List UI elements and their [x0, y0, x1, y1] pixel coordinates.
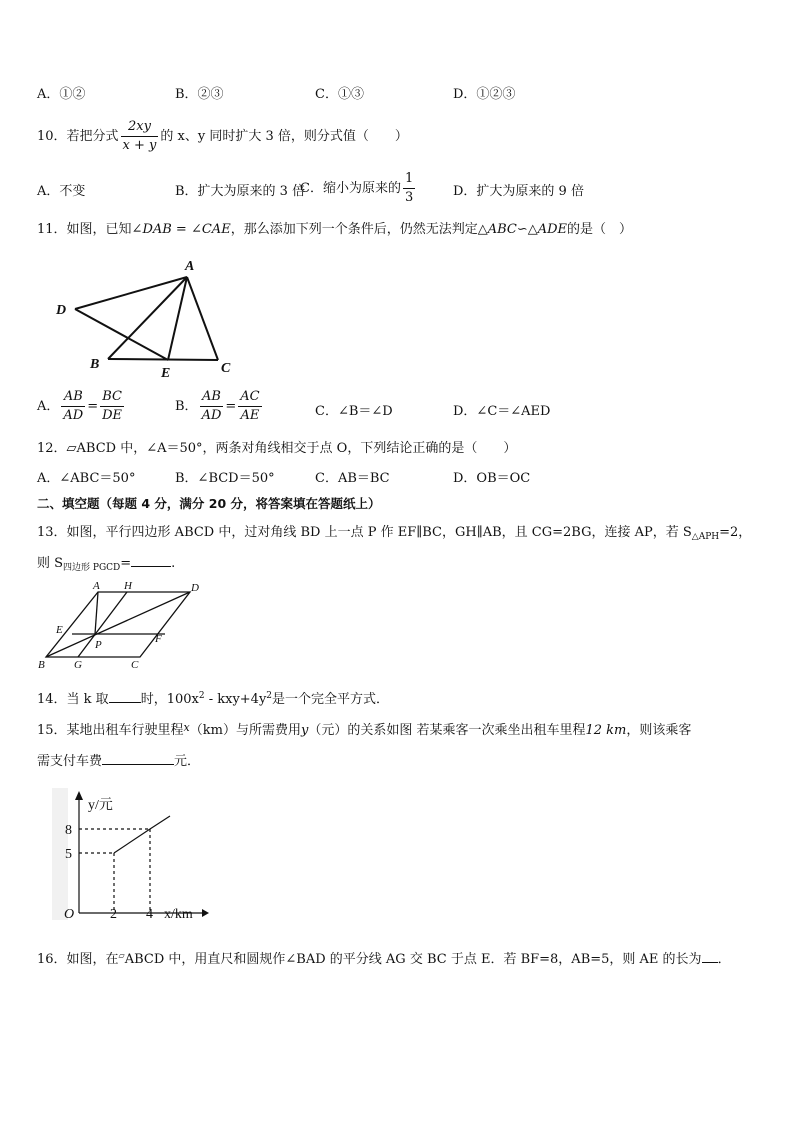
- q11-suffix: 的是（ ）: [567, 222, 633, 237]
- q15-distance: 12 km: [585, 723, 627, 738]
- q15-y-axis-arrow: [75, 791, 83, 800]
- q13-answer-blank: [131, 554, 171, 567]
- q14-middle2: - kxy+4y: [204, 692, 267, 707]
- q12-option-a: A．∠ABC＝50°: [37, 471, 136, 486]
- q13-line2-prefix: 则 S: [37, 556, 64, 571]
- q11-option-a-frac2: [100, 388, 124, 425]
- q13-line2-suffix: =: [120, 556, 132, 571]
- q15-origin: O: [64, 907, 75, 922]
- q11-prefix: 11．如图，已知: [37, 222, 132, 237]
- q11-segment-ae: [168, 277, 187, 360]
- q10-option-c-prefix: C．缩小为原来的: [300, 181, 401, 196]
- q11-option-a-den2: DE: [102, 408, 123, 423]
- q11-option-d: D．∠C＝∠AED: [453, 404, 551, 419]
- q16-parallelogram-symbol: ▱: [118, 951, 125, 960]
- q11-option-a: [37, 388, 126, 425]
- q9-option-a: A．①②: [37, 87, 86, 102]
- q13-line2-sub: 四边形 PGCD: [63, 563, 121, 573]
- q11-segment-de: [75, 309, 168, 360]
- q14-sup2: 2: [266, 691, 273, 701]
- q11-option-b-num2: AC: [238, 388, 261, 407]
- q13-label-c: C: [131, 659, 139, 670]
- q11-middle: ，那么添加下列一个条件后，仍然无法判定: [230, 222, 478, 237]
- q10-option-c: [300, 170, 417, 207]
- q9-option-c: C．①③: [315, 87, 364, 102]
- q15-fare-line: [114, 816, 170, 853]
- q11-option-a-num1: AB: [61, 388, 85, 407]
- q13-label-b: B: [38, 659, 45, 670]
- q16-middle: ABCD 中，用直尺和圆规作∠BAD 的平分线 AG 交 BC 于点 E．若 BF=8，AB=5，则 AE 的长为: [124, 952, 702, 967]
- q13-label-h: H: [124, 580, 132, 592]
- q11-option-a-den1: AD: [63, 408, 84, 423]
- q10-frac-num: 2xy: [121, 118, 159, 137]
- q11-label-b: B: [90, 357, 100, 372]
- q11-option-b-num1: AB: [200, 388, 224, 407]
- q10-option-c-den: 3: [404, 190, 414, 205]
- q13-segment-ap: [95, 592, 98, 634]
- q14-middle: 时，100x: [140, 692, 199, 707]
- q15-var-x: x: [183, 721, 190, 734]
- q9-option-d: D．①②③: [453, 87, 516, 102]
- q9-option-b: B．②③: [175, 87, 224, 102]
- q11-label-c: C: [221, 361, 231, 376]
- q11-stem: [37, 218, 632, 237]
- q16-stem: [37, 948, 731, 967]
- q16-suffix: ．: [717, 952, 731, 967]
- q11-condition: ∠DAB = ∠CAE: [131, 222, 231, 237]
- q11-similar: △ABC∽△ADE: [477, 222, 568, 237]
- q13-line1: [37, 521, 751, 542]
- q15-line2: [37, 750, 200, 769]
- q14-suffix: 是一个完全平方式．: [272, 692, 390, 707]
- q13-label-f: F: [155, 633, 162, 645]
- q10-fraction: [121, 118, 159, 155]
- q11-option-c: C．∠B＝∠D: [315, 404, 393, 419]
- q14-prefix: 14．当 k 取: [37, 692, 109, 707]
- q16-prefix: 16．如图，在: [37, 952, 119, 967]
- q12-stem: 12．▱ABCD 中，∠A＝50°，两条对角线相交于点 O，下列结论正确的是（ ）: [37, 441, 517, 456]
- q15-suffix: ，则该乘客: [626, 723, 692, 738]
- q15-line1: [37, 719, 691, 738]
- q15-x-label: x/km: [164, 907, 193, 922]
- q11-option-b-equals: =: [225, 399, 237, 414]
- q11-option-b: [175, 388, 264, 425]
- q10-option-c-fraction: [403, 170, 415, 207]
- q13-line1-sub: △APH: [691, 532, 720, 542]
- q10-option-c-num: 1: [403, 170, 415, 189]
- q10-option-a: A．不变: [37, 184, 86, 199]
- q11-option-a-frac1: [61, 388, 85, 425]
- q11-option-b-frac1: [200, 388, 224, 425]
- q13-segment-hg: [78, 592, 127, 657]
- q15-middle: 与所需费用: [235, 723, 301, 738]
- q10-prefix: 10．若把分式: [37, 129, 119, 144]
- q13-label-e: E: [56, 624, 63, 636]
- q11-label-a: A: [185, 259, 195, 274]
- q14-sup1: 2: [198, 691, 205, 701]
- q13-diagonal-bd: [46, 592, 190, 657]
- q11-triangle-figure: [50, 252, 250, 382]
- q15-y-tick-5: 5: [65, 847, 72, 862]
- q15-x-axis-arrow: [202, 909, 209, 917]
- q10-option-d: D．扩大为原来的 9 倍: [453, 184, 584, 199]
- q11-label-e: E: [161, 366, 171, 381]
- q10-option-b: B．扩大为原来的 3 倍: [175, 184, 306, 199]
- q11-label-d: D: [56, 303, 67, 318]
- q12-option-c: C．AB＝BC: [315, 471, 390, 486]
- q13-line1-end: =2，: [719, 525, 752, 540]
- q12-option-b: B．∠BCD＝50°: [175, 471, 275, 486]
- section-2-heading: 二、填空题（每题 4 分，满分 20 分，将答案填在答题纸上）: [37, 496, 381, 511]
- q10-suffix: 的 x、y 同时扩大 3 倍，则分式值（ ）: [160, 129, 408, 144]
- q11-option-a-equals: =: [87, 399, 99, 414]
- q11-option-a-num2: BC: [100, 388, 124, 407]
- q13-line2-end: .: [171, 556, 176, 571]
- q14-answer-blank: [109, 690, 141, 703]
- q11-option-b-den1: AD: [201, 408, 222, 423]
- q11-option-b-den2: AE: [240, 408, 260, 423]
- q15-y-label: y/元: [88, 798, 113, 813]
- q15-var-y: y: [301, 723, 309, 738]
- q13-label-d: D: [191, 582, 199, 594]
- q10-frac-den: x + y: [122, 138, 157, 153]
- q15-unit-km: （km）: [189, 723, 236, 738]
- q13-label-g: G: [74, 659, 82, 670]
- q13-line1-text: 13．如图，平行四边形 ABCD 中，过对角线 BD 上一点 P 作 EF∥BC，GH∥AB，且 CG=2BG，连接 AP，若 S: [37, 525, 692, 540]
- q15-y-tick-8: 8: [65, 823, 72, 838]
- q15-line2-text: 需支付车费: [37, 754, 103, 769]
- q15-x-tick-2: 2: [110, 907, 117, 922]
- q12-option-d: D．OB＝OC: [453, 471, 531, 486]
- q15-middle2: （元）的关系如图 若某乘客一次乘坐出租车里程: [308, 723, 586, 738]
- q16-answer-blank: [702, 950, 718, 963]
- q13-label-p: P: [95, 639, 102, 651]
- q15-x-tick-4: 4: [146, 907, 153, 922]
- q15-prefix: 15．某地出租车行驶里程: [37, 723, 184, 738]
- q15-fare-graph: [52, 785, 212, 925]
- q13-label-a: A: [93, 580, 100, 592]
- q13-line2: [37, 552, 175, 573]
- q11-segment-ac: [187, 277, 218, 360]
- q11-segment-bc: [108, 359, 218, 360]
- q13-parallelogram-figure: [34, 578, 214, 670]
- q10-stem: [37, 118, 408, 155]
- q11-option-b-frac2: [238, 388, 261, 425]
- q14-stem: [37, 688, 389, 707]
- q11-option-b-label: B．: [175, 399, 198, 414]
- q11-option-a-label: A．: [37, 399, 60, 414]
- q15-answer-blank: [102, 752, 174, 765]
- q15-line2-end: 元．: [174, 754, 201, 769]
